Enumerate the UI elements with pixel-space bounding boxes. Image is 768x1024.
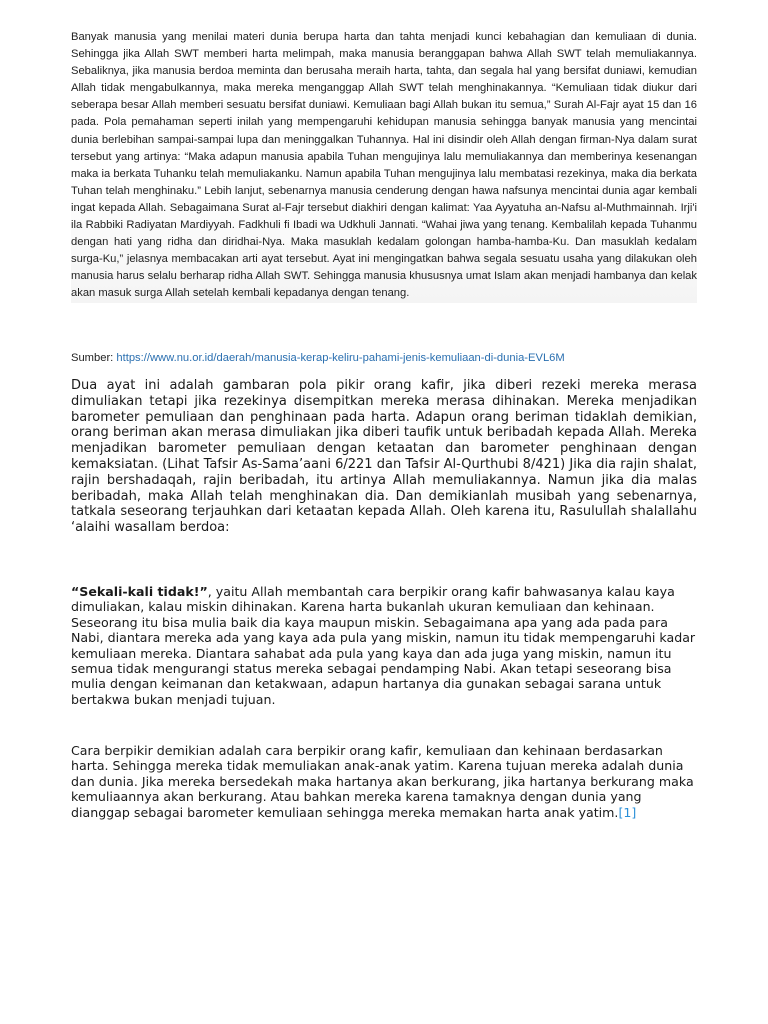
quoted-article-excerpt (71, 29, 697, 303)
body-paragraph-2-text: , yaitu Allah membantah cara berpikir orang kafir bahwasanya kalau kaya dimuliakan, kalau miskin dihinakan. Karena harta bukanlah ukuran kemuliaan dan kehinaan. Seseorang itu bisa mulia baik dia kaya maupun miskin. Sebagaimana apa yang ada pada para Nabi, diantara mereka ada yang kaya ada pula yang miskin, namun itu tidak mempengaruhi kadar kemuliaan mereka. Diantara sahabat ada pula yang kaya dan ada juga yang miskin, namun itu semua tidak mengurangi status mereka sebagai pendamping Nabi. Akan tetapi seseorang bisa mulia dengan keimanan dan ketakwaan, adapun hartanya dia gunakan sebagai sarana untuk bertakwa bukan menjadi tujuan. (71, 584, 696, 707)
body-paragraph-3 (71, 743, 697, 820)
quoted-article-text: Banyak manusia yang menilai materi dunia berupa harta dan tahta menjadi kunci kebahagian dan kemuliaan di dunia. Sehingga jika Allah SWT memberi harta melimpah, maka manusia beranggapan bahwa Allah SWT telah memuliakannya. Sebaliknya, jika manusia berdoa meminta dan berusaha meraih harta, tahta, dan segala hal yang bersifat duniawi, kemudian Allah tidak mengabulkannya, maka mereka menganggap Allah SWT telah menghinakannya. “Kemuliaan tidak diukur dari seberapa besar Allah memberi sesuatu bersifat duniawi. Kemuliaan bagi Allah bukan itu semua,” Surah Al-Fajr ayat 15 dan 16 pada. Pola pemahaman seperti inilah yang mempengaruhi kehidupan manusia sehingga banyak manusia yang mencintai dunia berlebihan sampai-sampai lupa dan meninggalkan Tuhannya. Hal ini disindir oleh Allah dengan firman-Nya dalam surat tersebut yang artinya: “Maka adapun manusia apabila Tuhan mengujinya lalu memuliakannya dan memberinya kesenangan maka ia berkata Tuhanku telah memuliakanku. Namun apabila Tuhan mengujinya lalu membatasi rezekinya, maka dia berkata Tuhan telah menghinaku.” Lebih lanjut, sebenarnya manusia cenderung dengan hawa nafsunya mencintai dunia agar kembali ingat kepada Allah. Sebagaimana Surat al-Fajr tersebut diakhiri dengan kalimat: Yaa Ayyatuha an-Nafsu al-Muthmainnah. Irji'i ila Rabbiki Radiyatan Mardiyyah. Fadkhuli fi Ibadi wa Udkhuli Jannati. “Wahai jiwa yang tenang. Kembalilah kepada Tuhanmu dengan hati yang ridha dan diridhai-Nya. Maka masuklah kedalam golongan hamba-hamba-Ku. Dan masuklah kedalam surga-Ku,” jelasnya membacakan arti ayat tersebut. Ayat ini mengingatkan bahwa segala sesuatu usaha yang dilakukan oleh manusia harus selalu berharap ridha Allah SWT. Sehingga manusia khususnya umat Islam akan menjadi hambanya dan kelak akan masuk surga Allah setelah kembali kepadanya dengan tenang. (71, 31, 697, 300)
bold-lead-phrase: “Sekali-kali tidak!” (71, 584, 208, 599)
source-label: Sumber: (71, 352, 117, 364)
source-citation (71, 350, 711, 366)
body-paragraph-3-text: Cara berpikir demikian adalah cara berpikir orang kafir, kemuliaan dan kehinaan berdasarkan harta. Sehingga mereka tidak memuliakan anak-anak yatim. Karena tujuan mereka adalah dunia dan dunia. Jika mereka bersedekah maka hartanya akan berkurang, jika hartanya berkurang maka kemuliaannya akan berkurang. Atau bahkan mereka karena tamaknya dengan dunia yang dianggap sebagai barometer kemuliaan sehingga mereka memakan harta anak yatim. (71, 743, 694, 820)
footnote-link[interactable]: [1] (618, 804, 637, 820)
body-paragraph-1: Dua ayat ini adalah gambaran pola pikir orang kafir, jika diberi rezeki mereka merasa dimuliakan tetapi jika rezekinya disempitkan mereka merasa dihinakan. Mereka menjadikan barometer pemuliaan dan penghinaan pada harta. Adapun orang beriman tidaklah demikian, orang beriman akan merasa dimuliakan jika diberi taufik untuk beribadah kepada Allah. Mereka menjadikan barometer pemuliaan dengan ketaatan dan barometer penghinaan dengan kemaksiatan. (Lihat Tafsir As-Sama’aani 6/221 dan Tafsir Al-Qurthubi 8/421) Jika dia rajin shalat, rajin bershadaqah, rajin beribadah, itu artinya Allah memuliakannya. Namun jika dia malas beribadah, maka Allah telah menghinakan dia. Dan demikianlah musibah yang sebenarnya, tatkala seseorang terjauhkan dari ketaatan kepada Allah. Oleh karena itu, Rasulullah shalallahu ‘alaihi wasallam berdoa: (71, 378, 697, 536)
body-paragraph-2 (71, 584, 697, 707)
source-link[interactable]: https://www.nu.or.id/daerah/manusia-kerap-keliru-pahami-jenis-kemuliaan-di-dunia-EVL6M (116, 352, 565, 364)
